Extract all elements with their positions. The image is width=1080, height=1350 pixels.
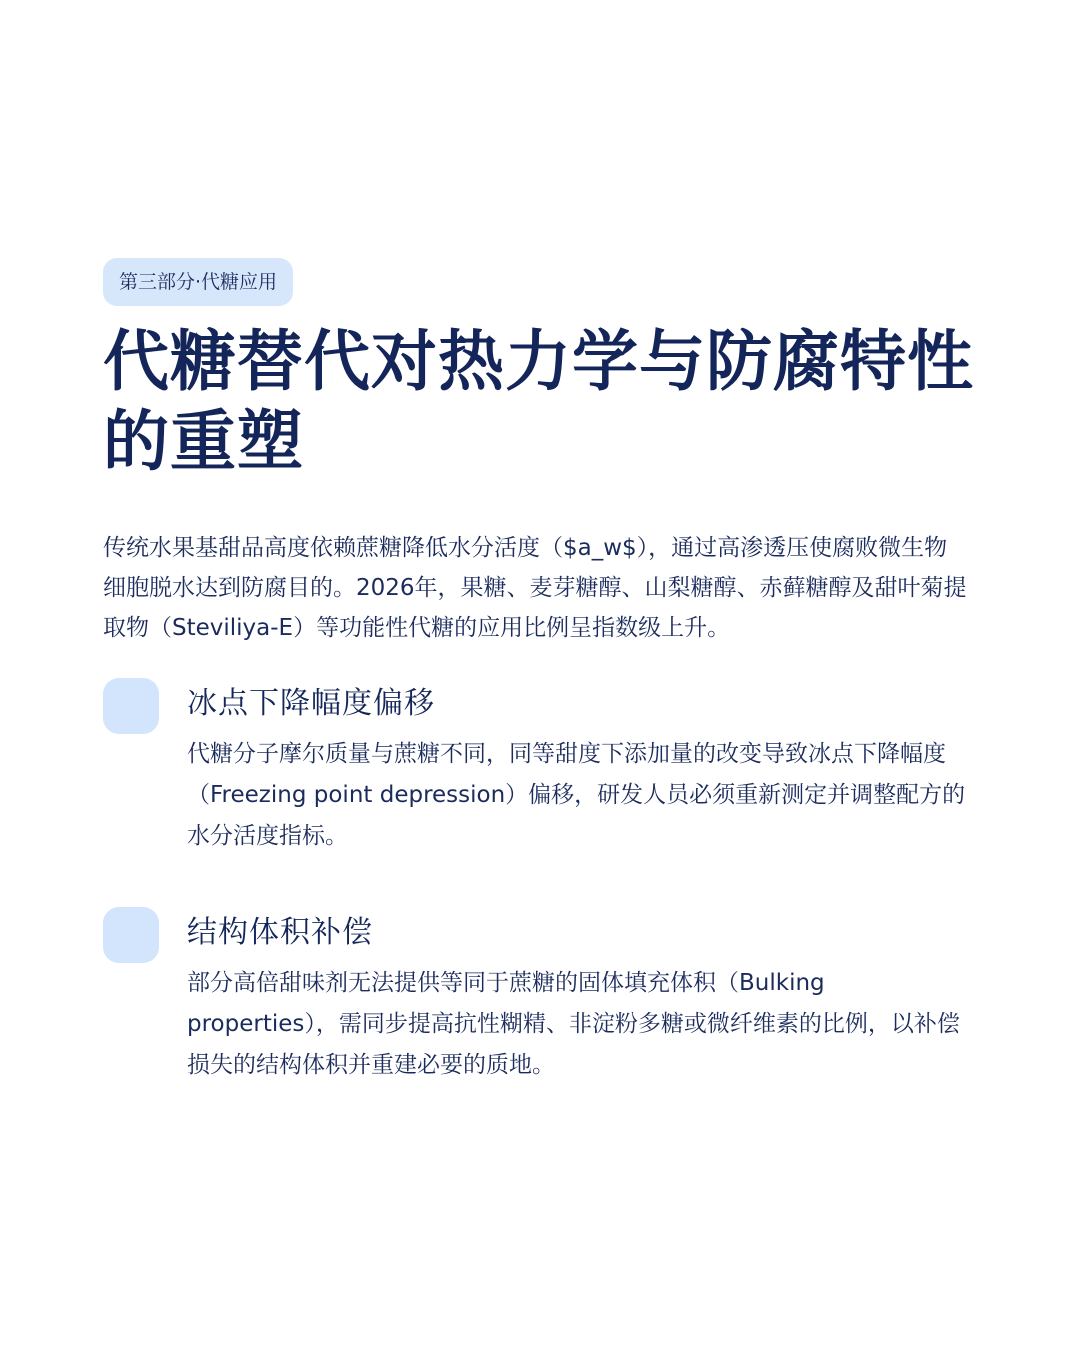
feature-heading: 结构体积补偿 xyxy=(187,915,373,950)
feature-body: 部分高倍甜味剂无法提供等同于蔗糖的固体填充体积（Bulking properties），需同步提高抗性糊精、非淀粉多糖或微纤维素的比例，以补偿损失的结构体积并重建必要的质地。 xyxy=(187,970,960,1078)
content-page xyxy=(103,258,983,1086)
feature-bullet-icon xyxy=(103,907,159,963)
intro-paragraph: 传统水果基甜品高度依赖蔗糖降低水分活度（$a_w$），通过高渗透压使腐败微生物细胞脱水达到防腐目的。2026年，果糖、麦芽糖醇、山梨糖醇、赤藓糖醇及甜叶菊提取物（Steviliya-E）等功能性代糖的应用比例呈指数级上升。 xyxy=(103,535,967,641)
section-badge: 第三部分·代糖应用 xyxy=(103,258,293,306)
feature-freezing-point xyxy=(103,678,983,857)
feature-body: 代糖分子摩尔质量与蔗糖不同，同等甜度下添加量的改变导致冰点下降幅度（Freezing point depression）偏移，研发人员必须重新测定并调整配方的水分活度指标。 xyxy=(187,741,966,849)
feature-heading: 冰点下降幅度偏移 xyxy=(187,686,435,721)
feature-list xyxy=(103,678,983,1086)
feature-bulk-compensation xyxy=(103,907,983,1086)
feature-bullet-icon xyxy=(103,678,159,734)
page-title: 代糖替代对热力学与防腐特性的重塑 xyxy=(103,323,974,480)
